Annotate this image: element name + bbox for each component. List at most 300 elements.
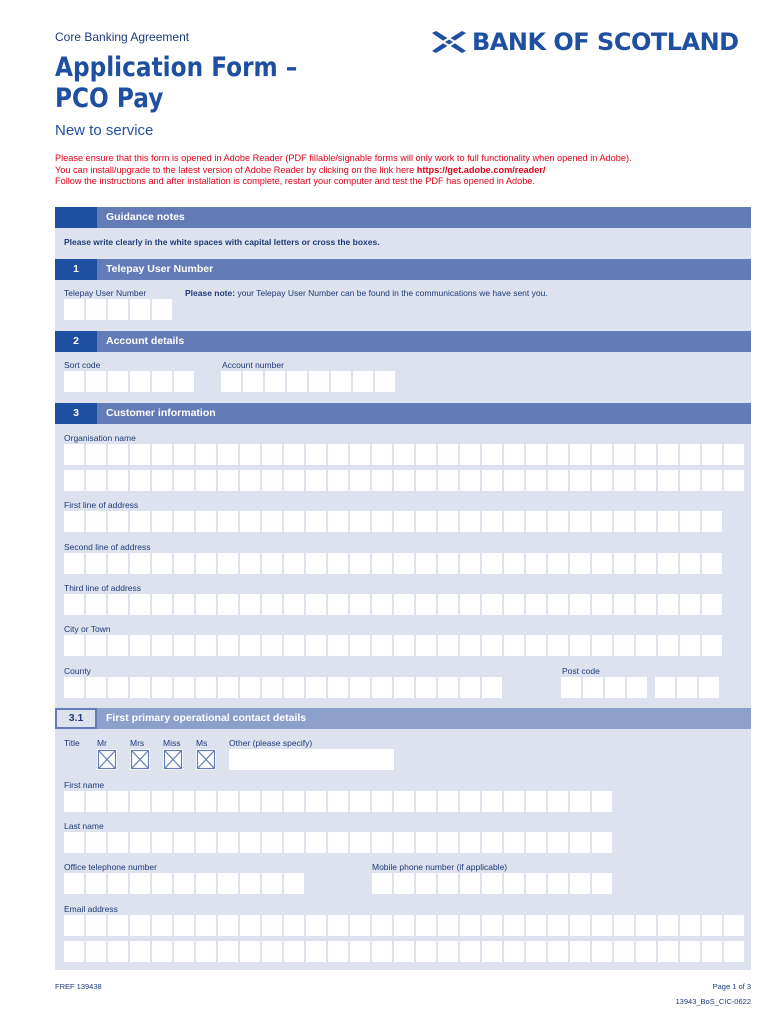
char-box[interactable] <box>196 635 216 656</box>
char-box[interactable] <box>416 470 436 491</box>
char-box[interactable] <box>284 511 304 532</box>
char-box[interactable] <box>221 371 241 392</box>
char-box[interactable] <box>152 511 172 532</box>
char-box[interactable] <box>526 635 546 656</box>
adobe-reader-link[interactable]: https://get.adobe.com/reader/ <box>416 164 546 175</box>
char-box[interactable] <box>592 791 612 812</box>
char-box[interactable] <box>152 915 172 936</box>
char-box[interactable] <box>636 553 656 574</box>
char-box[interactable] <box>702 470 722 491</box>
char-box[interactable] <box>284 791 304 812</box>
char-box[interactable] <box>108 873 128 894</box>
char-box[interactable] <box>196 444 216 465</box>
char-box[interactable] <box>353 371 373 392</box>
char-box[interactable] <box>482 444 502 465</box>
char-box[interactable] <box>570 791 590 812</box>
char-box[interactable] <box>482 832 502 853</box>
char-box[interactable] <box>350 791 370 812</box>
char-box[interactable] <box>460 511 480 532</box>
char-box[interactable] <box>438 677 458 698</box>
char-box[interactable] <box>152 791 172 812</box>
char-box[interactable] <box>86 299 106 320</box>
char-box[interactable] <box>284 832 304 853</box>
char-box[interactable] <box>64 444 84 465</box>
email-boxes-row-1[interactable] <box>64 915 744 936</box>
char-box[interactable] <box>372 470 392 491</box>
char-box[interactable] <box>482 594 502 615</box>
char-box[interactable] <box>438 594 458 615</box>
char-box[interactable] <box>262 635 282 656</box>
char-box[interactable] <box>680 635 700 656</box>
char-box[interactable] <box>64 635 84 656</box>
char-box[interactable] <box>592 594 612 615</box>
char-box[interactable] <box>570 470 590 491</box>
char-box[interactable] <box>504 832 524 853</box>
char-box[interactable] <box>108 470 128 491</box>
title-miss-checkbox[interactable] <box>163 749 183 770</box>
char-box[interactable] <box>240 511 260 532</box>
char-box[interactable] <box>416 832 436 853</box>
char-box[interactable] <box>64 941 84 962</box>
char-box[interactable] <box>460 677 480 698</box>
char-box[interactable] <box>350 941 370 962</box>
char-box[interactable] <box>526 553 546 574</box>
char-box[interactable] <box>306 511 326 532</box>
char-box[interactable] <box>86 371 106 392</box>
char-box[interactable] <box>416 915 436 936</box>
char-box[interactable] <box>108 915 128 936</box>
char-box[interactable] <box>438 941 458 962</box>
char-box[interactable] <box>350 677 370 698</box>
char-box[interactable] <box>174 677 194 698</box>
char-box[interactable] <box>438 553 458 574</box>
char-box[interactable] <box>265 371 285 392</box>
char-box[interactable] <box>561 677 581 698</box>
char-box[interactable] <box>636 444 656 465</box>
char-box[interactable] <box>174 873 194 894</box>
title-other-input[interactable] <box>229 749 394 770</box>
char-box[interactable] <box>240 677 260 698</box>
char-box[interactable] <box>526 873 546 894</box>
char-box[interactable] <box>108 511 128 532</box>
char-box[interactable] <box>240 553 260 574</box>
char-box[interactable] <box>152 873 172 894</box>
char-box[interactable] <box>218 553 238 574</box>
char-box[interactable] <box>86 915 106 936</box>
char-box[interactable] <box>64 553 84 574</box>
char-box[interactable] <box>482 915 502 936</box>
char-box[interactable] <box>724 444 744 465</box>
char-box[interactable] <box>702 941 722 962</box>
char-box[interactable] <box>372 635 392 656</box>
char-box[interactable] <box>306 444 326 465</box>
char-box[interactable] <box>306 791 326 812</box>
char-box[interactable] <box>240 791 260 812</box>
char-box[interactable] <box>196 511 216 532</box>
char-box[interactable] <box>328 915 348 936</box>
char-box[interactable] <box>262 941 282 962</box>
char-box[interactable] <box>394 553 414 574</box>
char-box[interactable] <box>680 915 700 936</box>
char-box[interactable] <box>438 791 458 812</box>
char-box[interactable] <box>614 594 634 615</box>
char-box[interactable] <box>658 941 678 962</box>
char-box[interactable] <box>174 915 194 936</box>
char-box[interactable] <box>108 635 128 656</box>
char-box[interactable] <box>306 832 326 853</box>
char-box[interactable] <box>218 832 238 853</box>
char-box[interactable] <box>350 915 370 936</box>
address-line-2-boxes[interactable] <box>64 553 722 574</box>
char-box[interactable] <box>64 511 84 532</box>
char-box[interactable] <box>548 832 568 853</box>
char-box[interactable] <box>416 677 436 698</box>
char-box[interactable] <box>328 677 348 698</box>
char-box[interactable] <box>372 511 392 532</box>
post-code-boxes-part-2[interactable] <box>655 677 719 698</box>
char-box[interactable] <box>328 941 348 962</box>
char-box[interactable] <box>218 915 238 936</box>
char-box[interactable] <box>526 832 546 853</box>
char-box[interactable] <box>702 511 722 532</box>
char-box[interactable] <box>218 444 238 465</box>
char-box[interactable] <box>108 553 128 574</box>
char-box[interactable] <box>482 677 502 698</box>
char-box[interactable] <box>592 941 612 962</box>
char-box[interactable] <box>306 677 326 698</box>
char-box[interactable] <box>504 791 524 812</box>
char-box[interactable] <box>350 553 370 574</box>
char-box[interactable] <box>438 873 458 894</box>
char-box[interactable] <box>86 594 106 615</box>
char-box[interactable] <box>262 470 282 491</box>
char-box[interactable] <box>350 444 370 465</box>
char-box[interactable] <box>152 635 172 656</box>
char-box[interactable] <box>372 444 392 465</box>
char-box[interactable] <box>218 470 238 491</box>
char-box[interactable] <box>130 371 150 392</box>
char-box[interactable] <box>570 594 590 615</box>
sort-code-boxes[interactable] <box>64 371 194 392</box>
char-box[interactable] <box>583 677 603 698</box>
char-box[interactable] <box>240 635 260 656</box>
char-box[interactable] <box>262 511 282 532</box>
char-box[interactable] <box>592 511 612 532</box>
char-box[interactable] <box>328 444 348 465</box>
char-box[interactable] <box>218 594 238 615</box>
char-box[interactable] <box>240 470 260 491</box>
char-box[interactable] <box>306 915 326 936</box>
char-box[interactable] <box>504 511 524 532</box>
char-box[interactable] <box>284 635 304 656</box>
char-box[interactable] <box>86 553 106 574</box>
char-box[interactable] <box>372 594 392 615</box>
char-box[interactable] <box>86 791 106 812</box>
char-box[interactable] <box>218 941 238 962</box>
char-box[interactable] <box>350 511 370 532</box>
char-box[interactable] <box>394 511 414 532</box>
char-box[interactable] <box>130 553 150 574</box>
char-box[interactable] <box>570 873 590 894</box>
char-box[interactable] <box>570 832 590 853</box>
char-box[interactable] <box>592 444 612 465</box>
char-box[interactable] <box>394 915 414 936</box>
char-box[interactable] <box>614 444 634 465</box>
char-box[interactable] <box>64 832 84 853</box>
char-box[interactable] <box>262 873 282 894</box>
char-box[interactable] <box>86 635 106 656</box>
char-box[interactable] <box>526 594 546 615</box>
char-box[interactable] <box>482 511 502 532</box>
char-box[interactable] <box>504 873 524 894</box>
char-box[interactable] <box>152 299 172 320</box>
char-box[interactable] <box>64 371 84 392</box>
char-box[interactable] <box>699 677 719 698</box>
char-box[interactable] <box>284 873 304 894</box>
char-box[interactable] <box>460 444 480 465</box>
char-box[interactable] <box>460 594 480 615</box>
char-box[interactable] <box>394 941 414 962</box>
char-box[interactable] <box>108 677 128 698</box>
char-box[interactable] <box>262 594 282 615</box>
char-box[interactable] <box>416 941 436 962</box>
char-box[interactable] <box>592 873 612 894</box>
char-box[interactable] <box>64 677 84 698</box>
char-box[interactable] <box>570 444 590 465</box>
char-box[interactable] <box>482 470 502 491</box>
char-box[interactable] <box>152 832 172 853</box>
char-box[interactable] <box>526 444 546 465</box>
char-box[interactable] <box>570 511 590 532</box>
county-boxes[interactable] <box>64 677 502 698</box>
char-box[interactable] <box>108 299 128 320</box>
char-box[interactable] <box>174 511 194 532</box>
char-box[interactable] <box>350 832 370 853</box>
char-box[interactable] <box>658 470 678 491</box>
char-box[interactable] <box>460 470 480 491</box>
char-box[interactable] <box>86 677 106 698</box>
char-box[interactable] <box>372 677 392 698</box>
char-box[interactable] <box>64 470 84 491</box>
char-box[interactable] <box>438 915 458 936</box>
char-box[interactable] <box>86 832 106 853</box>
char-box[interactable] <box>331 371 351 392</box>
char-box[interactable] <box>460 791 480 812</box>
char-box[interactable] <box>152 941 172 962</box>
char-box[interactable] <box>592 470 612 491</box>
char-box[interactable] <box>372 832 392 853</box>
char-box[interactable] <box>548 553 568 574</box>
char-box[interactable] <box>394 791 414 812</box>
char-box[interactable] <box>240 594 260 615</box>
char-box[interactable] <box>196 941 216 962</box>
char-box[interactable] <box>130 444 150 465</box>
char-box[interactable] <box>372 915 392 936</box>
char-box[interactable] <box>375 371 395 392</box>
char-box[interactable] <box>130 791 150 812</box>
char-box[interactable] <box>262 677 282 698</box>
char-box[interactable] <box>284 677 304 698</box>
char-box[interactable] <box>548 915 568 936</box>
char-box[interactable] <box>614 915 634 936</box>
char-box[interactable] <box>460 915 480 936</box>
char-box[interactable] <box>174 594 194 615</box>
char-box[interactable] <box>108 594 128 615</box>
char-box[interactable] <box>592 832 612 853</box>
char-box[interactable] <box>372 553 392 574</box>
char-box[interactable] <box>152 677 172 698</box>
char-box[interactable] <box>196 677 216 698</box>
char-box[interactable] <box>702 553 722 574</box>
char-box[interactable] <box>64 915 84 936</box>
char-box[interactable] <box>152 444 172 465</box>
address-line-3-boxes[interactable] <box>64 594 722 615</box>
char-box[interactable] <box>394 470 414 491</box>
char-box[interactable] <box>504 470 524 491</box>
char-box[interactable] <box>394 832 414 853</box>
char-box[interactable] <box>130 470 150 491</box>
char-box[interactable] <box>284 470 304 491</box>
char-box[interactable] <box>86 511 106 532</box>
char-box[interactable] <box>130 299 150 320</box>
char-box[interactable] <box>724 470 744 491</box>
char-box[interactable] <box>86 470 106 491</box>
char-box[interactable] <box>482 873 502 894</box>
char-box[interactable] <box>284 553 304 574</box>
char-box[interactable] <box>328 635 348 656</box>
char-box[interactable] <box>658 915 678 936</box>
char-box[interactable] <box>108 371 128 392</box>
char-box[interactable] <box>526 511 546 532</box>
char-box[interactable] <box>287 371 307 392</box>
char-box[interactable] <box>174 941 194 962</box>
title-mr-checkbox[interactable] <box>97 749 117 770</box>
char-box[interactable] <box>438 470 458 491</box>
char-box[interactable] <box>526 941 546 962</box>
char-box[interactable] <box>86 873 106 894</box>
char-box[interactable] <box>64 791 84 812</box>
address-line-1-boxes[interactable] <box>64 511 722 532</box>
char-box[interactable] <box>460 832 480 853</box>
char-box[interactable] <box>218 677 238 698</box>
char-box[interactable] <box>394 594 414 615</box>
char-box[interactable] <box>152 470 172 491</box>
char-box[interactable] <box>636 511 656 532</box>
char-box[interactable] <box>262 791 282 812</box>
char-box[interactable] <box>328 511 348 532</box>
char-box[interactable] <box>328 470 348 491</box>
post-code-boxes-part-1[interactable] <box>561 677 647 698</box>
char-box[interactable] <box>64 299 84 320</box>
organisation-name-boxes-row-2[interactable] <box>64 470 744 491</box>
char-box[interactable] <box>328 791 348 812</box>
char-box[interactable] <box>306 470 326 491</box>
char-box[interactable] <box>243 371 263 392</box>
char-box[interactable] <box>526 915 546 936</box>
char-box[interactable] <box>548 470 568 491</box>
char-box[interactable] <box>174 553 194 574</box>
char-box[interactable] <box>152 371 172 392</box>
char-box[interactable] <box>130 511 150 532</box>
organisation-name-boxes-row-1[interactable] <box>64 444 744 465</box>
char-box[interactable] <box>702 444 722 465</box>
char-box[interactable] <box>174 371 194 392</box>
char-box[interactable] <box>636 594 656 615</box>
char-box[interactable] <box>724 915 744 936</box>
char-box[interactable] <box>262 832 282 853</box>
char-box[interactable] <box>592 635 612 656</box>
char-box[interactable] <box>394 635 414 656</box>
char-box[interactable] <box>570 635 590 656</box>
char-box[interactable] <box>196 791 216 812</box>
mobile-phone-boxes[interactable] <box>372 873 612 894</box>
char-box[interactable] <box>130 677 150 698</box>
char-box[interactable] <box>86 444 106 465</box>
char-box[interactable] <box>416 791 436 812</box>
char-box[interactable] <box>196 470 216 491</box>
char-box[interactable] <box>86 941 106 962</box>
char-box[interactable] <box>636 635 656 656</box>
char-box[interactable] <box>658 511 678 532</box>
char-box[interactable] <box>240 941 260 962</box>
char-box[interactable] <box>627 677 647 698</box>
char-box[interactable] <box>504 444 524 465</box>
char-box[interactable] <box>218 873 238 894</box>
char-box[interactable] <box>196 553 216 574</box>
char-box[interactable] <box>614 635 634 656</box>
char-box[interactable] <box>240 915 260 936</box>
char-box[interactable] <box>504 915 524 936</box>
char-box[interactable] <box>284 941 304 962</box>
char-box[interactable] <box>548 791 568 812</box>
char-box[interactable] <box>548 635 568 656</box>
char-box[interactable] <box>614 941 634 962</box>
char-box[interactable] <box>724 941 744 962</box>
char-box[interactable] <box>64 594 84 615</box>
char-box[interactable] <box>548 941 568 962</box>
char-box[interactable] <box>658 553 678 574</box>
char-box[interactable] <box>504 553 524 574</box>
char-box[interactable] <box>350 470 370 491</box>
char-box[interactable] <box>152 594 172 615</box>
char-box[interactable] <box>328 594 348 615</box>
char-box[interactable] <box>309 371 329 392</box>
char-box[interactable] <box>680 444 700 465</box>
account-number-boxes[interactable] <box>221 371 395 392</box>
char-box[interactable] <box>416 444 436 465</box>
char-box[interactable] <box>658 594 678 615</box>
char-box[interactable] <box>614 553 634 574</box>
char-box[interactable] <box>592 553 612 574</box>
char-box[interactable] <box>174 635 194 656</box>
char-box[interactable] <box>570 941 590 962</box>
char-box[interactable] <box>680 594 700 615</box>
char-box[interactable] <box>702 635 722 656</box>
char-box[interactable] <box>240 873 260 894</box>
char-box[interactable] <box>416 594 436 615</box>
char-box[interactable] <box>174 832 194 853</box>
char-box[interactable] <box>570 915 590 936</box>
char-box[interactable] <box>614 470 634 491</box>
char-box[interactable] <box>196 873 216 894</box>
office-phone-boxes[interactable] <box>64 873 304 894</box>
char-box[interactable] <box>196 915 216 936</box>
char-box[interactable] <box>482 635 502 656</box>
char-box[interactable] <box>130 873 150 894</box>
char-box[interactable] <box>196 594 216 615</box>
char-box[interactable] <box>460 635 480 656</box>
char-box[interactable] <box>680 470 700 491</box>
